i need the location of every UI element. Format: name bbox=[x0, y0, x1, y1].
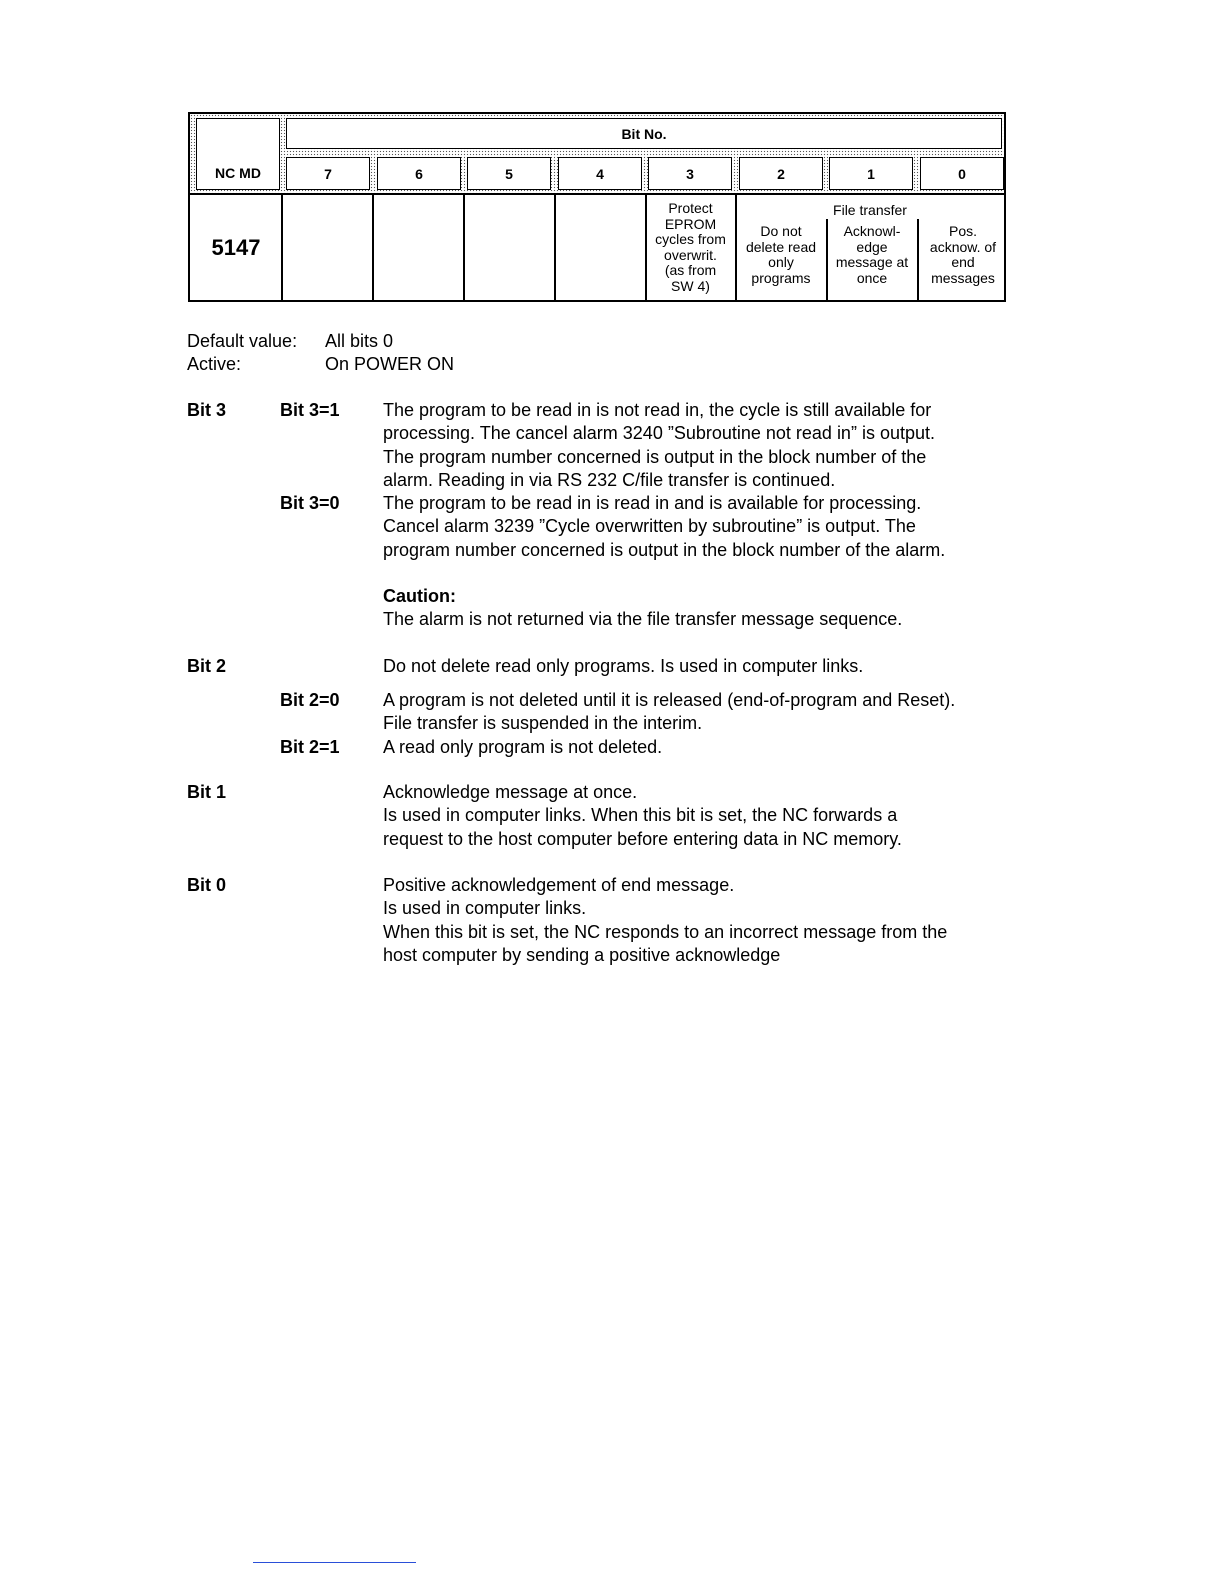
bit-1-text: Acknowledge message at once. Is used in computer links. When this bit is set, the NC forwards a request to the host computer before entering data in NC memory. bbox=[383, 782, 902, 849]
file-transfer-label: File transfer bbox=[833, 202, 907, 218]
bit-3-description: Protect EPROM cycles from overwrit. (as from SW 4) bbox=[655, 200, 726, 294]
machine-data-table bbox=[188, 112, 1006, 302]
bit-no-header: Bit No. bbox=[286, 118, 1002, 149]
bit-2-0-text: A program is not deleted until it is released (end-of-program and Reset). File transfer is suspended in the interim. bbox=[383, 690, 956, 734]
bit-3-label: Bit 3 bbox=[187, 400, 227, 420]
default-value: All bits 0 bbox=[325, 331, 394, 351]
bit-3-header: 3 bbox=[648, 157, 732, 190]
column-divider bbox=[463, 195, 465, 302]
bit-3-0-text: The program to be read in is read in and is available for processing. Cancel alarm 3239 ”Cycle overwritten by subroutine” is output. The program number concerned is output in the block number of the alarm. bbox=[383, 493, 946, 560]
bit-2-1-label: Bit 2=1 bbox=[280, 737, 340, 757]
bit-1-header: 1 bbox=[829, 157, 913, 190]
bit-2-0-label: Bit 2=0 bbox=[280, 690, 340, 710]
bit-3-0-label: Bit 3=0 bbox=[280, 493, 340, 513]
bit-3-1-text: The program to be read in is not read in, the cycle is still available for processing. The cancel alarm 3240 ”Subroutine not read in” is output. The program number concerned is output in the block number of the alarm. Reading in via RS 232 C/file transfer is continued. bbox=[383, 400, 935, 490]
bit-2-1-text: A read only program is not deleted. bbox=[383, 737, 663, 757]
default-value-label: Default value: bbox=[187, 331, 298, 351]
nc-md-header: NC MD bbox=[196, 118, 280, 190]
header-separator bbox=[190, 193, 1004, 195]
md-number: 5147 bbox=[211, 234, 261, 260]
bit-1-label: Bit 1 bbox=[187, 782, 227, 802]
column-divider bbox=[372, 195, 374, 302]
bit-4-header: 4 bbox=[558, 157, 642, 190]
caution-label: Caution: bbox=[383, 586, 456, 606]
bit-2-header: 2 bbox=[739, 157, 823, 190]
table-header bbox=[190, 114, 1004, 193]
column-divider bbox=[554, 195, 556, 302]
bit-0-label: Bit 0 bbox=[187, 875, 227, 895]
active-value: On POWER ON bbox=[325, 354, 455, 374]
bit-0-description: Pos. acknow. of end messages bbox=[929, 223, 997, 286]
bit-3-1-label: Bit 3=1 bbox=[280, 400, 340, 420]
bit-2-label: Bit 2 bbox=[187, 656, 227, 676]
bit-6-header: 6 bbox=[377, 157, 461, 190]
bit-2-description: Do not delete read only programs bbox=[745, 223, 817, 286]
footer-link-underline bbox=[253, 1562, 416, 1563]
bit-1-description: Acknowl- edge message at once bbox=[835, 223, 909, 286]
bit-7-header: 7 bbox=[286, 157, 370, 190]
bit-0-header: 0 bbox=[920, 157, 1004, 190]
bit-5-header: 5 bbox=[467, 157, 551, 190]
bit-2-summary: Do not delete read only programs. Is used in computer links. bbox=[383, 656, 864, 676]
active-label: Active: bbox=[187, 354, 242, 374]
caution-text: The alarm is not returned via the file transfer message sequence. bbox=[383, 609, 903, 629]
bit-0-text: Positive acknowledgement of end message. Is used in computer links. When this bit is set, the NC responds to an incorrect message from the host computer by sending a positive acknowledge bbox=[383, 875, 948, 965]
